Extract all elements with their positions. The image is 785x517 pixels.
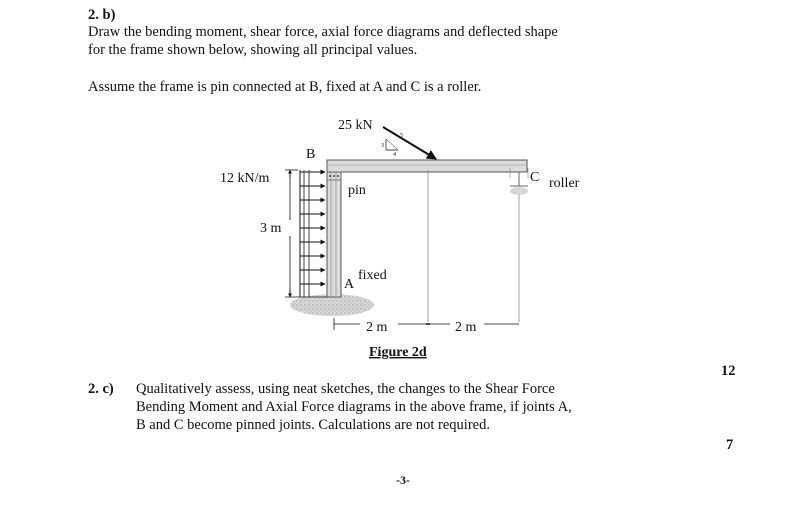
udl-label: 12 kN/m	[220, 171, 270, 186]
slope-triangle	[386, 139, 398, 150]
height-label: 3 m	[260, 221, 282, 236]
question-2b-line-2: for the frame shown below, showing all principal values.	[88, 42, 418, 58]
question-2c-line-1: Qualitatively assess, using neat sketches, the changes to the Shear Force	[136, 381, 555, 397]
udl-arrows	[300, 170, 325, 297]
figure-caption: Figure 2d	[369, 345, 427, 360]
joint-label-a: A	[344, 277, 355, 292]
marks-2b: 12	[721, 363, 736, 379]
fixed-label: fixed	[358, 268, 387, 283]
question-2b-line-1: Draw the bending moment, shear force, axial force diagrams and deflected shape	[88, 24, 558, 40]
slope-label-3: 3	[381, 143, 384, 149]
height-dimension	[285, 170, 327, 297]
slope-label-4: 4	[393, 152, 396, 158]
load-label: 25 kN	[338, 118, 373, 133]
question-2b-number: 2. b)	[88, 7, 116, 23]
question-2c-number: 2. c)	[88, 381, 114, 397]
span-label-right: 2 m	[455, 320, 477, 335]
page-number: -3-	[396, 473, 410, 487]
joint-label-b: B	[306, 147, 316, 162]
pin-label: pin	[348, 183, 366, 198]
column-ab	[327, 170, 341, 297]
question-2b-assumption: Assume the frame is pin connected at B, fixed at A and C is a roller.	[88, 79, 482, 95]
span-dimension	[334, 318, 519, 330]
marks-2c: 7	[726, 437, 734, 453]
beam-bc	[327, 160, 527, 172]
joint-label-c: C	[530, 170, 540, 185]
point-load-arrow	[383, 127, 436, 159]
roller-label: roller	[549, 176, 580, 191]
slope-label-5: 5	[400, 133, 403, 139]
question-2c-line-2: Bending Moment and Axial Force diagrams in the above frame, if joints A,	[136, 399, 572, 415]
question-2c-line-3: B and C become pinned joints. Calculations are not required.	[136, 417, 490, 433]
span-label-left: 2 m	[366, 320, 388, 335]
